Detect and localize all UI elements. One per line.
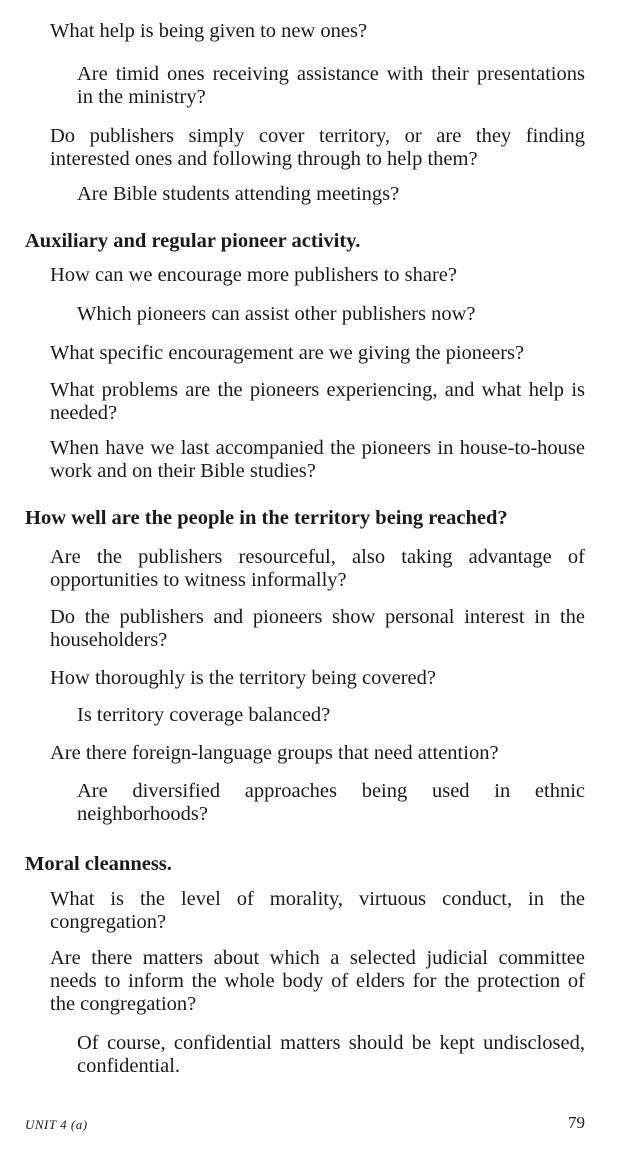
question-specific-encouragement: What specific encouragement are we giving the pioneers? (50, 342, 525, 364)
section-heading-territory-reached: How well are the people in the territory being reached? (25, 507, 508, 529)
question-coverage-balanced: Is territory coverage balanced? (77, 704, 331, 726)
question-timid-ones: Are timid ones receiving assistance with their presentations in the ministry? (77, 63, 585, 108)
question-foreign-language: Are there foreign-language groups that need attention? (50, 742, 499, 764)
question-encourage-publishers: How can we encourage more publishers to share? (50, 264, 457, 286)
question-diversified-approaches: Are diversified approaches being used in ethnic neighborhoods? (77, 780, 585, 825)
question-cover-territory: Do publishers simply cover territory, or are they finding interested ones and following through to help them? (50, 125, 585, 170)
footer-page-number: 79 (568, 1113, 585, 1132)
section-heading-moral-cleanness: Moral cleanness. (25, 853, 172, 875)
footer-unit-label: UNIT 4 (a) (25, 1117, 88, 1132)
section-heading-pioneer-activity: Auxiliary and regular pioneer activity. (25, 230, 361, 252)
question-accompanied-pioneers: When have we last accompanied the pioneers in house-to-house work and on their Bible studies? (50, 437, 585, 482)
question-bible-students: Are Bible students attending meetings? (77, 183, 400, 205)
question-level-of-morality: What is the level of morality, virtuous conduct, in the congregation? (50, 888, 585, 933)
question-judicial-committee: Are there matters about which a selected judicial committee needs to inform the whole body of elders for the protection of the congregation? (50, 947, 585, 1015)
question-personal-interest: Do the publishers and pioneers show personal interest in the householders? (50, 606, 585, 651)
question-pioneers-assist: Which pioneers can assist other publishers now? (77, 303, 476, 325)
note-confidential-matters: Of course, confidential matters should be kept undisclosed, confidential. (77, 1032, 585, 1077)
question-publishers-resourceful: Are the publishers resourceful, also taking advantage of opportunities to witness informally? (50, 546, 585, 591)
question-help-new-ones: What help is being given to new ones? (50, 20, 368, 42)
question-territory-coverage: How thoroughly is the territory being covered? (50, 667, 436, 689)
question-pioneer-problems: What problems are the pioneers experiencing, and what help is needed? (50, 379, 585, 424)
